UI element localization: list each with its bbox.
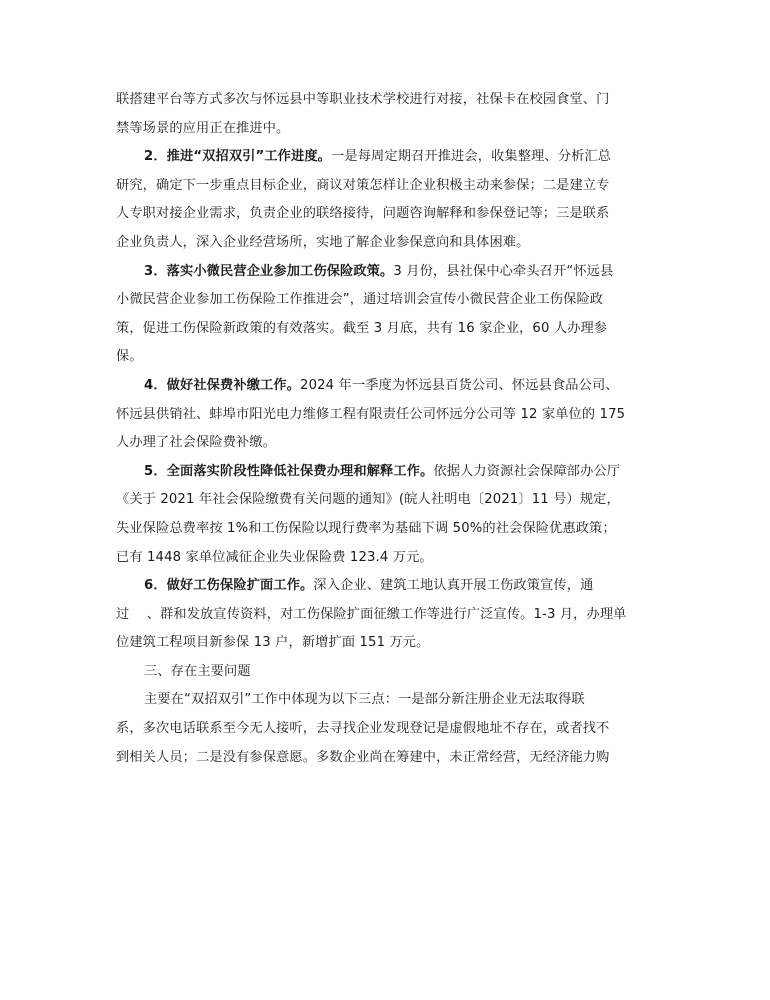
item-heading: 2．推进“双招双引”工作进度。 xyxy=(144,149,332,165)
paragraph-item-5 xyxy=(116,458,656,572)
item-heading: 5．全面落实阶段性降低社保费办理和解释工作。 xyxy=(144,463,434,479)
text-line: 系，多次电话联系至今无人接听，去寻找企业发现登记是虚假地址不存在，或者找不 xyxy=(116,721,610,737)
text-line: 主要在“双招双引”工作中体现为以下三点：一是部分新注册企业无法取得联 xyxy=(144,692,585,708)
text-line: 小微民营企业参加工伤保险工作推进会”，通过培训会宣传小微民营企业工伤保险政 xyxy=(116,292,604,308)
item-heading: 6．做好工伤保险扩面工作。 xyxy=(144,578,314,594)
text-line xyxy=(116,258,656,287)
paragraph-problems xyxy=(116,686,656,772)
item-text: 依据人力资源社会保障部办公厅 xyxy=(433,463,621,479)
item-heading: 3．落实小微民营企业参加工伤保险政策。 xyxy=(144,263,394,279)
item-text: 3 月份，县社保中心牵头召开“怀远县 xyxy=(393,263,614,279)
text-line: 研究，确定下一步重点目标企业，商议对策怎样让企业积极主动来参保；二是建立专 xyxy=(116,177,610,193)
text-line: 策，促进工伤保险新政策的有效落实。截至 3 月底，共有 16 家企业，60 人办理参 xyxy=(116,320,608,336)
text-line: 怀远县供销社、蚌埠市阳光电力维修工程有限责任公司怀远分公司等 12 家单位的 175 xyxy=(116,406,626,422)
text-line: 已有 1448 家单位减征企业失业保险费 123.4 万元。 xyxy=(116,549,433,565)
text-line: 人办理了社会保险费补缴。 xyxy=(116,435,277,451)
text-line: 企业负责人，深入企业经营场所，实地了解企业参保意向和具体困难。 xyxy=(116,234,530,250)
text-line xyxy=(116,143,656,172)
text-line xyxy=(116,572,656,601)
text-line: 位建筑工程项目新参保 13 户，新增扩面 151 万元。 xyxy=(116,635,430,651)
text-line: 到相关人员；二是没有参保意愿。多数企业尚在筹建中，未正常经营，无经济能力购 xyxy=(116,749,610,765)
document-body xyxy=(116,86,656,772)
text-line: 联搭建平台等方式多次与怀远县中等职业技术学校进行对接，社保卡在校园食堂、门 xyxy=(116,92,610,107)
text-line: 过 、群和发放宣传资料，对工伤保险扩面征缴工作等进行广泛宣传。1-3 月，办理单 xyxy=(116,606,627,622)
item-text: 深入企业、建筑工地认真开展工伤政策宣传，通 xyxy=(313,578,594,594)
item-text: 2024 年一季度为怀远县百货公司、怀远县食品公司、 xyxy=(300,377,619,393)
section-heading: 三、存在主要问题 xyxy=(144,663,251,679)
text-line: 禁等场景的应用正在推进中。 xyxy=(116,120,290,136)
paragraph-item-2 xyxy=(116,143,656,257)
paragraph-item-6 xyxy=(116,572,656,658)
text-line: 失业保险总费率按 1%和工伤保险以现行费率为基础下调 50%的社会保险优惠政策； xyxy=(116,520,616,536)
text-line: 人专职对接企业需求，负责企业的联络接待，问题咨询解释和参保登记等；三是联系 xyxy=(116,206,610,222)
paragraph-campus-card xyxy=(116,86,656,143)
text-line: 保。 xyxy=(116,349,143,365)
text-line xyxy=(116,372,656,401)
item-heading: 4．做好社保费补缴工作。 xyxy=(144,377,301,393)
paragraph-item-4 xyxy=(116,372,656,458)
item-text: 一是每周定期召开推进会，收集整理、分析汇总 xyxy=(331,149,612,165)
text-line: 《关于 2021 年社会保险缴费有关问题的通知》(皖人社明电〔2021〕11 号）规定， xyxy=(116,492,620,508)
text-line xyxy=(116,458,656,487)
paragraph-item-3 xyxy=(116,258,656,372)
